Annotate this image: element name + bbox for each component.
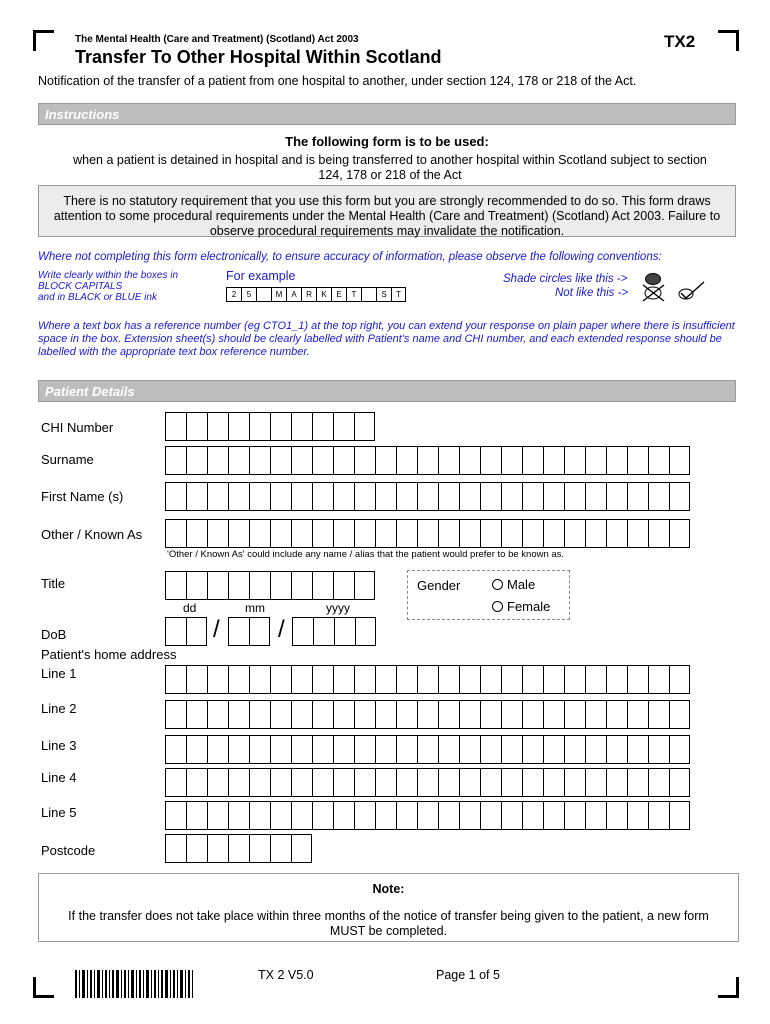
barcode xyxy=(75,970,193,998)
address-line-4-label: Line 4 xyxy=(41,770,77,785)
instructions-when: when a patient is detained in hospital and is being transferred to another hospital within Scotland subject to section 124, 178 or 218 of the Act xyxy=(73,153,707,182)
example-char: 5 xyxy=(241,287,256,302)
address-line-1-label: Line 1 xyxy=(41,666,77,681)
example-char: E xyxy=(331,287,346,302)
dob-label: DoB xyxy=(41,627,67,642)
surname-label: Surname xyxy=(41,452,94,467)
example-char: K xyxy=(316,287,331,302)
write-clearly-line-3: and in BLACK or BLUE ink xyxy=(38,292,157,303)
example-char xyxy=(256,287,271,302)
note-heading: Note: xyxy=(372,882,405,896)
dob-slash-2: / xyxy=(278,616,285,643)
crossed-circle-icon xyxy=(640,283,668,303)
title-label: Title xyxy=(41,576,66,591)
postcode-input[interactable] xyxy=(165,834,312,863)
other-known-as-label: Other / Known As xyxy=(41,527,143,542)
for-example-label: For example xyxy=(226,269,296,283)
gender-male-option[interactable] xyxy=(492,577,535,592)
example-char: 2 xyxy=(226,287,241,302)
example-char: T xyxy=(391,287,406,302)
title-input[interactable] xyxy=(165,571,375,600)
form-version: TX 2 V5.0 xyxy=(258,968,314,982)
corner-mark-top-left xyxy=(33,30,54,51)
ticked-circle-icon xyxy=(676,280,706,302)
address-line-2-label: Line 2 xyxy=(41,701,77,716)
act-title: The Mental Health (Care and Treatment) (Scotland) Act 2003 xyxy=(75,34,359,45)
mm-label: mm xyxy=(245,601,265,615)
dd-label: dd xyxy=(183,601,197,615)
female-radio[interactable] xyxy=(492,601,503,612)
gender-label: Gender xyxy=(417,578,461,593)
dob-slash-1: / xyxy=(213,616,220,643)
write-clearly-line-2: BLOCK CAPITALS xyxy=(38,281,123,292)
conventions-text: Where not completing this form electronically, to ensure accuracy of information, please observe the following conventions: xyxy=(38,251,662,263)
yyyy-label: yyyy xyxy=(326,601,350,615)
male-label: Male xyxy=(507,577,536,592)
example-char xyxy=(361,287,376,302)
corner-mark-bottom-right xyxy=(718,977,739,998)
address-line-4-input[interactable] xyxy=(165,768,690,797)
dob-month-input[interactable] xyxy=(228,617,270,646)
address-line-1-input[interactable] xyxy=(165,665,690,694)
page-number: Page 1 of 5 xyxy=(436,968,500,982)
address-line-3-label: Line 3 xyxy=(41,738,77,753)
example-char: S xyxy=(376,287,391,302)
example-char: M xyxy=(271,287,286,302)
address-line-2-input[interactable] xyxy=(165,700,690,729)
surname-input[interactable] xyxy=(165,446,690,475)
reference-text: Where a text box has a reference number (eg CTO1_1) at the top right, you can extend your response on plain paper where there is insufficient space in the box. Extension sheet(s) should be clearly labelled with Patient's name and CHI number, and each extended response should be labelled with the appropriate text box reference number. xyxy=(38,320,735,358)
postcode-label: Postcode xyxy=(41,843,96,858)
address-line-5-input[interactable] xyxy=(165,801,690,830)
corner-mark-bottom-left xyxy=(33,977,54,998)
patient-details-bar: Patient Details xyxy=(38,380,736,402)
address-line-3-input[interactable] xyxy=(165,735,690,764)
corner-mark-top-right xyxy=(718,30,739,51)
example-char: T xyxy=(346,287,361,302)
notice-box: There is no statutory requirement that you use this form but you are strongly recommended to do so. This form draws attention to some procedural requirements under the Mental Health (Care and Treatment) (Scotland) Act 2003. Failure to observe procedural requirements may invalidate the notification. xyxy=(38,185,736,237)
other-known-as-note: 'Other / Known As' could include any name / alias that the patient would prefer to be known as. xyxy=(167,549,565,560)
male-radio[interactable] xyxy=(492,579,503,590)
female-label: Female xyxy=(507,599,551,614)
instructions-bar: Instructions xyxy=(38,103,736,125)
chi-number-label: CHI Number xyxy=(41,420,114,435)
dob-year-input[interactable] xyxy=(292,617,376,646)
dob-day-input[interactable] xyxy=(165,617,207,646)
note-text: If the transfer does not take place within three months of the notice of transfer being given to the patient, a new form MUST be completed. xyxy=(68,909,709,938)
other-known-as-input[interactable] xyxy=(165,519,690,548)
home-address-label: Patient's home address xyxy=(41,647,177,662)
shade-circles-label: Shade circles like this -> xyxy=(503,273,628,285)
example-boxes xyxy=(226,287,406,302)
not-like-label: Not like this -> xyxy=(555,287,629,299)
chi-number-input[interactable] xyxy=(165,412,375,441)
page-subtitle: Notification of the transfer of a patient from one hospital to another, under section 124, 178 or 218 of the Act. xyxy=(38,74,637,88)
page-title: Transfer To Other Hospital Within Scotland xyxy=(75,47,442,67)
write-clearly-line-1: Write clearly within the boxes in xyxy=(38,270,179,281)
first-name-label: First Name (s) xyxy=(41,489,124,504)
example-char: A xyxy=(286,287,301,302)
first-name-input[interactable] xyxy=(165,482,690,511)
instructions-heading: The following form is to be used: xyxy=(285,134,489,149)
form-code: TX2 xyxy=(664,32,696,51)
example-char: R xyxy=(301,287,316,302)
address-line-5-label: Line 5 xyxy=(41,805,77,820)
gender-female-option[interactable] xyxy=(492,599,550,614)
